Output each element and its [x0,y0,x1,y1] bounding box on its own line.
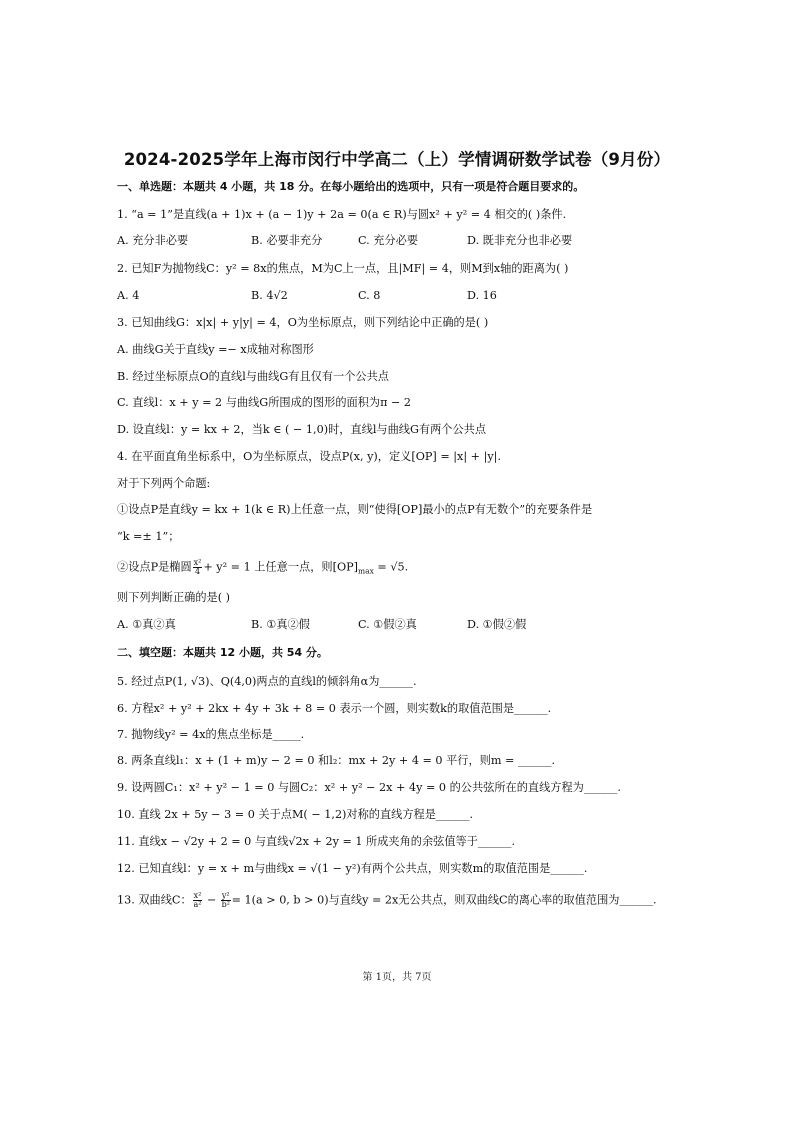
q3-option-b: B. 经过坐标原点O的直线l与曲线G有且仅有一个公共点 [117,370,389,383]
q3-option-d: D. 设直线l：y = kx + 2，当k ∈ ( − 1,0)时，直线l与曲线G有两个公共点 [117,423,487,436]
exam-title: 2024-2025学年上海市闵行中学高二（上）学情调研数学试卷（9月份） [123,150,671,169]
question-8: 8. 两条直线l₁：x + (1 + m)y − 2 = 0 和l₂：mx + 2y + 4 = 0 平行，则m = ______. [117,754,556,767]
q4-p2-text-a: ②设点P是椭圆 [117,560,192,574]
q4-proposition-2 [117,559,408,579]
question-11: 11. 直线x − √2y + 2 = 0 与直线√2x + 2y = 1 所成夹角的余弦值等于______. [117,835,516,848]
question-12: 12. 已知直线l：y = x + m与曲线x = √(1 − y²)有两个公共点，则实数m的取值范围是______. [117,862,588,875]
q1-option-a: A. 充分非必要 [117,234,189,247]
q4-option-c: C. ①假②真 [358,618,417,631]
q3-option-a: A. 曲线G关于直线y =− x成轴对称图形 [117,343,314,356]
q4-p2-frac-den: 4 [194,567,201,576]
q3-option-c: C. 直线l：x + y = 2 与曲线G所围成的图形的面积为π − 2 [117,396,412,409]
q4-option-d: D. ①假②假 [467,618,527,631]
section-fill-in-heading: 二、填空题：本题共 12 小题，共 54 分。 [117,646,328,659]
question-3: 3. 已知曲线G：x|x| + y|y| = 4，O为坐标原点，则下列结论中正确的是( ) [117,316,489,329]
question-4: 4. 在平面直角坐标系中，O为坐标原点，设点P(x, y)，定义[OP] = |x| + |y|. [117,450,502,463]
q4-intro: 对于下列两个命题: [117,477,211,490]
question-1: 1. “a = 1”是直线(a + 1)x + (a − 1)y + 2a = 0(a ∈ R)与圆x² + y² = 4 相交的( )条件. [117,208,567,221]
q4-prompt: 则下列判断正确的是( ) [117,591,230,604]
section-single-choice-heading: 一、单选题：本题共 4 小题，共 18 分。在每小题给出的选项中，只有一项是符合题目要求的。 [117,180,585,193]
q4-p2-text-b: + y² = 1 上任意一点，则[OP] [203,560,359,574]
q4-proposition-1-cont: “k =± 1”； [117,530,180,543]
question-7: 7. 抛物线y² = 4x的焦点坐标是_____. [117,728,305,741]
question-5: 5. 经过点P(1, √3)、Q(4,0)两点的直线l的倾斜角α为______. [117,675,417,688]
q1-option-c: C. 充分必要 [358,234,419,247]
q13-frac2-num: y² [221,891,230,900]
q13-fraction-1 [193,892,203,909]
q1-option-d: D. 既非充分也非必要 [467,234,573,247]
q13-fraction-2 [221,892,231,909]
q13-minus: − [206,893,217,907]
q13-text-a: 13. 双曲线C： [117,893,192,907]
question-2: 2. 已知F为抛物线C：y² = 8x的焦点，M为C上一点，且|MF| = 4，则M到x轴的距离为( ) [117,262,569,275]
q4-p2-fraction [193,559,203,576]
q13-frac1-num: x² [193,891,202,900]
q4-option-b: B. ①真②假 [251,618,310,631]
q13-text-b: = 1(a > 0, b > 0)与直线y = 2x无公共点，则双曲线C的离心率的取值范围为______. [231,893,657,907]
question-13 [117,892,657,909]
page-footer: 第 1页，共 7页 [362,972,432,983]
q13-frac2-den: b² [221,900,230,909]
q1-option-b: B. 必要非充分 [251,234,323,247]
q4-p2-text-c: = √5. [373,560,409,574]
question-6: 6. 方程x² + y² + 2kx + 4y + 3k + 8 = 0 表示一个圆，则实数k的取值范围是______. [117,702,552,715]
q4-proposition-1: ①设点P是直线y = kx + 1(k ∈ R)上任意一点，则“使得[OP]最小的点P有无数个”的充要条件是 [117,503,593,516]
question-10: 10. 直线 2x + 5y − 3 = 0 关于点M( − 1,2)对称的直线方程是______. [117,808,474,821]
q4-p2-frac-num: x² [193,558,202,567]
q13-frac1-den: a² [193,900,202,909]
q4-option-a: A. ①真②真 [117,618,176,631]
question-9: 9. 设两圆C₁：x² + y² − 1 = 0 与圆C₂：x² + y² − 2x + 4y = 0 的公共弦所在的直线方程为______. [117,781,621,794]
q4-p2-subscript: max [358,566,374,576]
q2-option-c: C. 8 [358,289,381,302]
q2-option-b: B. 4√2 [251,289,288,302]
q2-option-a: A. 4 [117,289,140,302]
q2-option-d: D. 16 [467,289,497,302]
